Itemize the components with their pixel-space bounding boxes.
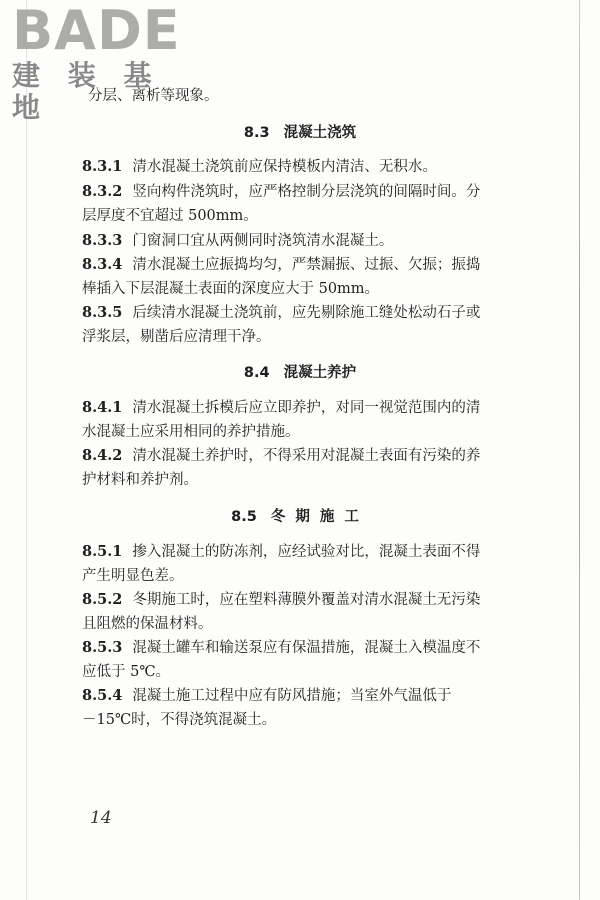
clause-8-5-4-cont: －15℃时，不得浇筑混凝土。 xyxy=(82,712,277,728)
section-heading-8-5 xyxy=(0,505,600,526)
clause-8-5-3-cont: 应低于 5℃。 xyxy=(82,664,171,680)
section-number: 8.4 xyxy=(243,365,270,381)
section-title: 混凝土养护 xyxy=(283,365,357,381)
clause-8-5-4 xyxy=(82,684,512,708)
clause-8-4-2 xyxy=(82,444,512,468)
clause-8-3-3 xyxy=(82,229,512,253)
page-number: 14 xyxy=(90,808,112,828)
section-heading-8-3 xyxy=(0,121,600,142)
clause-number: 8.5.2 xyxy=(82,591,123,608)
clause-number: 8.4.1 xyxy=(82,399,123,416)
clause-number: 8.5.3 xyxy=(82,639,123,656)
section-title: 冬期施工 xyxy=(270,509,369,525)
clause-8-4-1 xyxy=(82,396,512,420)
clause-8-5-2 xyxy=(82,588,512,612)
continuation-text: 分层、离析等现象。 xyxy=(88,88,219,104)
clause-text: 掺入混凝土的防冻剂，应经试验对比，混凝土表面不得 xyxy=(132,544,481,560)
clause-number: 8.3.5 xyxy=(82,304,123,321)
clause-text: 竖向构件浇筑时，应严格控制分层浇筑的间隔时间。分 xyxy=(132,184,481,200)
clause-text: 混凝土施工过程中应有防风措施；当室外气温低于 xyxy=(132,688,452,704)
clause-8-3-1 xyxy=(82,155,512,179)
clause-text: 清水混凝土拆模后应立即养护，对同一视觉范围内的清 xyxy=(132,400,481,416)
watermark-subtitle: 建 装 基 地 xyxy=(12,59,161,124)
clause-8-5-1-cont: 产生明显色差。 xyxy=(82,568,184,584)
section-heading-8-4 xyxy=(0,361,600,382)
clause-8-4-2-cont: 护材料和养护剂。 xyxy=(82,472,198,488)
clause-number: 8.5.1 xyxy=(82,543,123,560)
clause-8-3-5-cont: 浮浆层，剔凿后应清理干净。 xyxy=(82,329,271,345)
clause-8-3-2-cont: 层厚度不宜超过 500mm。 xyxy=(82,208,258,224)
clause-number: 8.3.2 xyxy=(82,183,123,200)
section-number: 8.3 xyxy=(243,125,270,141)
clause-text: 后续清水混凝土浇筑前，应先剔除施工缝处松动石子或 xyxy=(132,305,481,321)
section-number: 8.5 xyxy=(231,509,257,525)
clause-8-3-2 xyxy=(82,180,512,204)
clause-text: 门窗洞口宜从两侧同时浇筑清水混凝土。 xyxy=(132,233,394,249)
clause-8-4-1-cont: 水混凝土应采用相同的养护措施。 xyxy=(82,424,300,440)
clause-text: 混凝土罐车和输送泵应有保温措施，混凝土入模温度不 xyxy=(132,640,481,656)
clause-8-3-4 xyxy=(82,253,512,277)
clause-8-5-1 xyxy=(82,540,512,564)
clause-text: 清水混凝土养护时，不得采用对混凝土表面有污染的养 xyxy=(132,448,481,464)
clause-text: 清水混凝土应振捣均匀，严禁漏振、过振、欠振；振捣 xyxy=(132,257,481,273)
clause-8-3-5 xyxy=(82,301,512,325)
watermark-brand: BADE xyxy=(12,0,181,62)
clause-8-5-2-cont: 且阻燃的保温材料。 xyxy=(82,616,213,632)
clause-number: 8.5.4 xyxy=(82,687,123,704)
clause-number: 8.3.4 xyxy=(82,256,123,273)
clause-8-3-4-cont: 棒插入下层混凝土表面的深度应大于 50mm。 xyxy=(82,281,380,297)
clause-text: 清水混凝土浇筑前应保持模板内清洁、无积水。 xyxy=(132,159,437,175)
clause-number: 8.4.2 xyxy=(82,447,123,464)
clause-number: 8.3.3 xyxy=(82,232,123,249)
clause-8-5-3 xyxy=(82,636,512,660)
clause-number: 8.3.1 xyxy=(82,158,123,175)
section-title: 混凝土浇筑 xyxy=(283,125,357,141)
clause-text: 冬期施工时，应在塑料薄膜外覆盖对清水混凝土无污染 xyxy=(132,592,481,608)
